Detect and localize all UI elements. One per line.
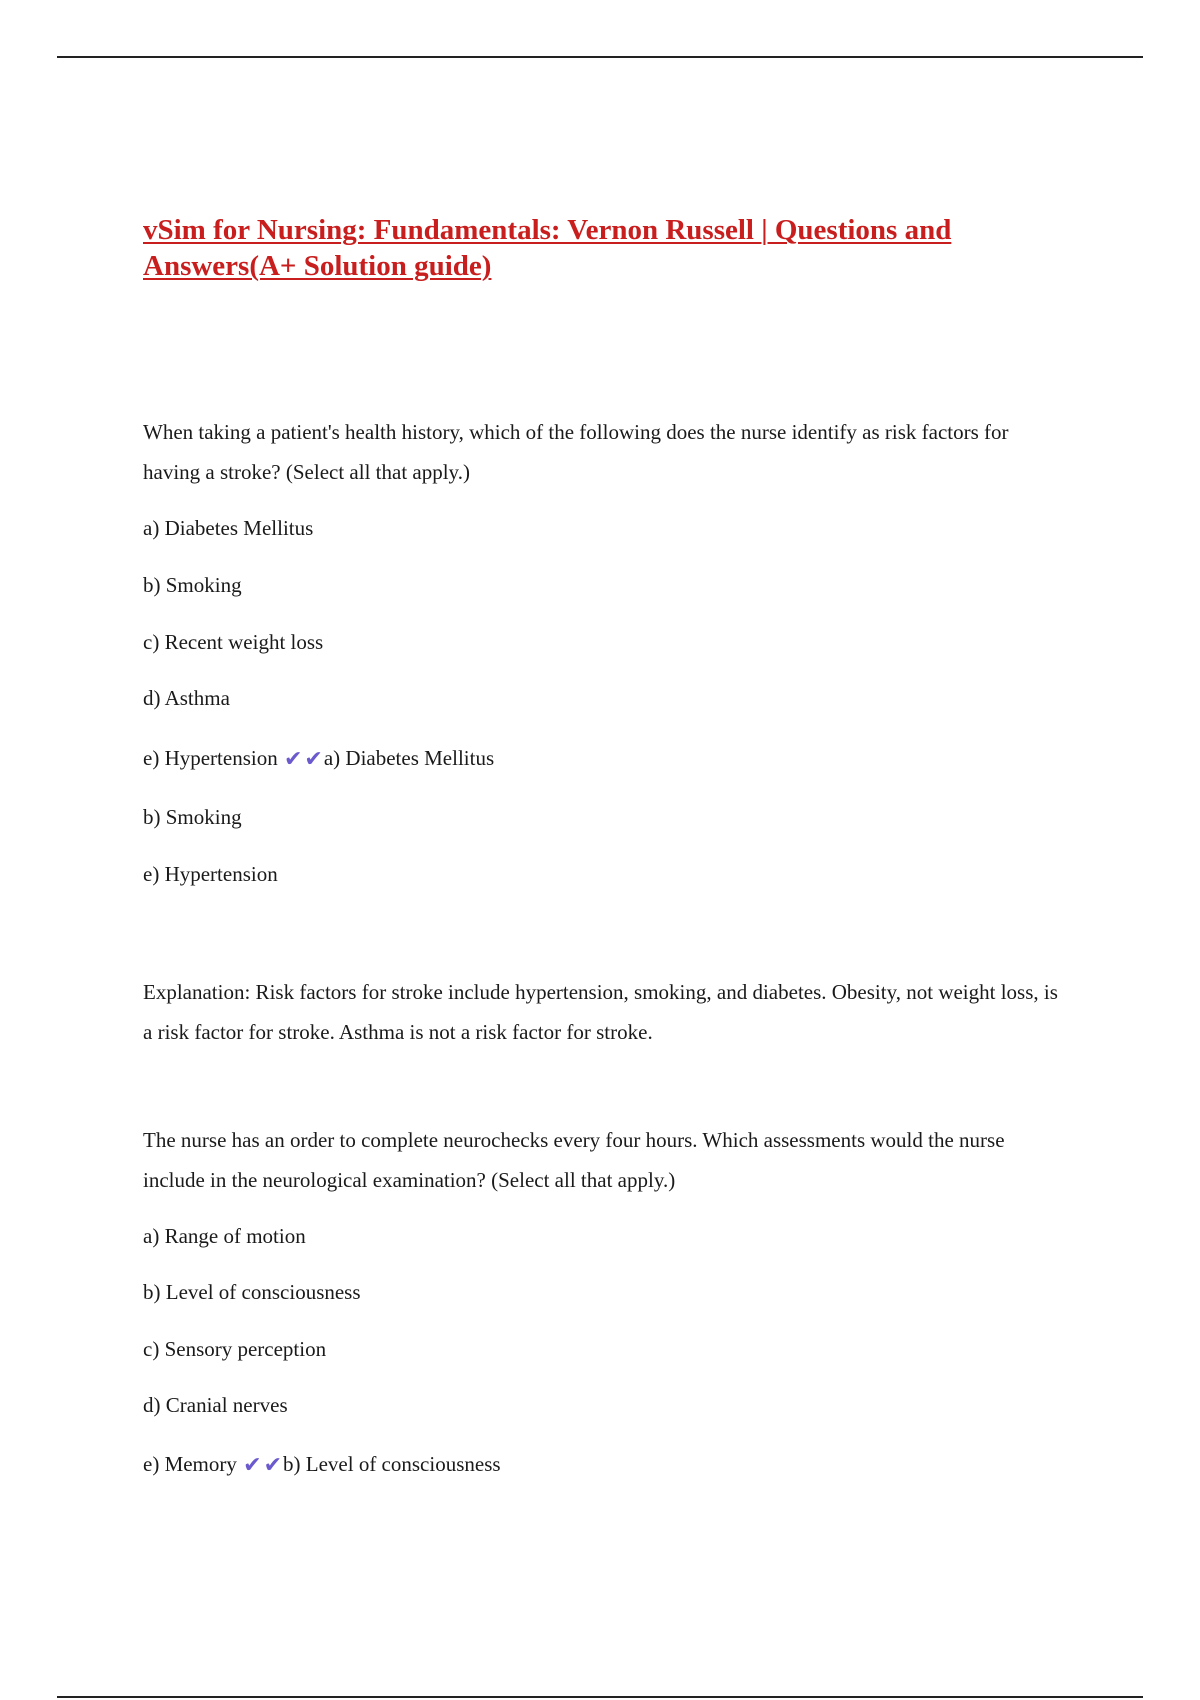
- question-1-answer-2: b) Smoking: [143, 805, 242, 829]
- question-1-option-a: a) Diabetes Mellitus: [143, 516, 314, 540]
- checkmark-icon: ✔: [263, 1453, 283, 1478]
- top-rule: [57, 56, 1143, 58]
- checkmark-icon: ✔: [304, 747, 323, 772]
- question-2-option-b: b) Level of consciousness: [143, 1280, 361, 1304]
- checkmark-icon: ✔: [283, 747, 303, 772]
- bottom-rule: [57, 1696, 1143, 1698]
- checkmark-icon: ✔: [243, 1453, 262, 1478]
- question-1-explanation: Explanation: Risk factors for stroke include hypertension, smoking, and diabetes. Obesity, not weight loss, is a risk factor for stroke. Asthma is not a risk factor for stroke.: [143, 980, 1058, 1044]
- question-2-option-a: a) Range of motion: [143, 1224, 306, 1248]
- question-1-option-d: d) Asthma: [143, 686, 230, 710]
- question-2-option-e: e) Memory: [143, 1452, 237, 1476]
- question-2-option-c: c) Sensory perception: [143, 1337, 327, 1361]
- question-2-answer-1: b) Level of consciousness: [283, 1452, 501, 1476]
- question-2-prompt: The nurse has an order to complete neurochecks every four hours. Which assessments would the nurse include in the neurological examination? (Select all that apply.): [143, 1128, 1005, 1192]
- document-title[interactable]: vSim for Nursing: Fundamentals: Vernon Russell | Questions and Answers(A+ Solution guide): [143, 214, 952, 282]
- question-1-option-b: b) Smoking: [143, 573, 242, 597]
- question-1-option-e-line: [143, 744, 494, 774]
- question-1-answer-1: a) Diabetes Mellitus: [323, 746, 495, 770]
- question-2-option-e-line: [143, 1450, 501, 1480]
- question-1-option-c: c) Recent weight loss: [143, 630, 324, 654]
- question-1-prompt: When taking a patient's health history, which of the following does the nurse identify as risk factors for having a stroke? (Select all that apply.): [143, 420, 1009, 484]
- question-1-option-e: e) Hypertension: [143, 746, 278, 770]
- page-content: [143, 212, 1063, 1478]
- question-1-answer-3: e) Hypertension: [143, 862, 278, 886]
- question-2-option-d: d) Cranial nerves: [143, 1393, 288, 1417]
